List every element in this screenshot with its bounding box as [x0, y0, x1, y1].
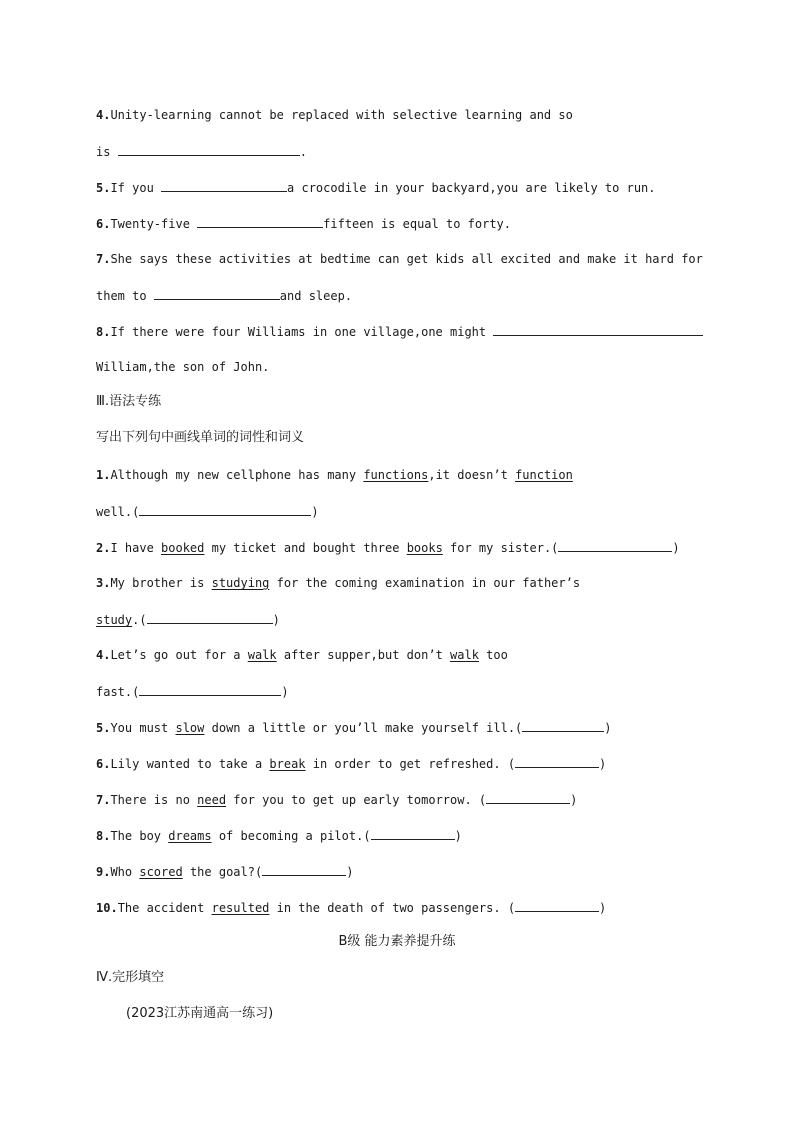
question-4-line-1	[96, 107, 573, 123]
underlined-word: scored	[139, 865, 183, 879]
underlined-word: break	[269, 757, 306, 771]
section-3-instruction: 写出下列句中画线单词的词性和词义	[96, 430, 305, 445]
answer-blank[interactable]	[515, 755, 599, 768]
question-text: and sleep.	[279, 289, 353, 303]
question-8-line-2: William,the son of John.	[96, 360, 270, 374]
question-text: my ticket and bought three	[204, 541, 407, 555]
question-number: 1.	[96, 468, 111, 482]
question-text: in the death of two passengers. (	[269, 901, 516, 915]
question-number: 6.	[96, 757, 111, 771]
question-text: )	[672, 541, 680, 555]
question-text: )	[281, 685, 289, 699]
underlined-word: study	[96, 613, 133, 627]
question-text: )	[599, 757, 607, 771]
question-text: fast.(	[96, 685, 140, 699]
question-number: 5.	[96, 181, 111, 195]
grammar-1-line-2	[96, 503, 319, 520]
question-text: If you	[110, 181, 162, 195]
question-text: for my sister.(	[442, 541, 559, 555]
question-text: down a little or you’ll make yourself ill.(	[204, 721, 523, 735]
question-text: The accident	[117, 901, 212, 915]
question-text: Twenty-five	[110, 217, 198, 231]
question-text: )	[311, 505, 319, 519]
answer-blank[interactable]	[493, 323, 703, 336]
question-text: )	[346, 865, 354, 879]
section-4-title: Ⅳ.完形填空	[96, 970, 165, 985]
answer-blank[interactable]	[515, 899, 599, 912]
question-text: )	[570, 793, 578, 807]
question-number: 4.	[96, 108, 111, 122]
question-text: in order to get refreshed. (	[305, 757, 516, 771]
answer-blank[interactable]	[522, 719, 604, 732]
question-text: after supper,but don’t	[276, 648, 451, 662]
question-number: 5.	[96, 721, 111, 735]
answer-blank[interactable]	[139, 683, 281, 696]
question-number: 7.	[96, 793, 111, 807]
question-text: My brother is	[110, 576, 212, 590]
question-text: .(	[132, 613, 147, 627]
question-5	[96, 179, 656, 196]
answer-blank[interactable]	[161, 179, 287, 192]
grammar-4-line-2	[96, 683, 289, 700]
question-text: Who	[110, 865, 140, 879]
grammar-6	[96, 755, 606, 772]
question-text: Lily wanted to take a	[110, 757, 270, 771]
question-number: 10.	[96, 901, 118, 915]
answer-blank[interactable]	[118, 143, 300, 156]
question-text: Although my new cellphone has many	[110, 468, 364, 482]
grammar-9	[96, 863, 353, 880]
grammar-4-line-1	[96, 647, 508, 663]
answer-blank[interactable]	[558, 539, 672, 552]
underlined-word: walk	[247, 648, 277, 662]
answer-blank[interactable]	[486, 791, 570, 804]
question-6	[96, 215, 511, 232]
answer-blank[interactable]	[139, 503, 311, 516]
answer-blank[interactable]	[147, 611, 273, 624]
question-text: )	[599, 901, 607, 915]
question-7-line-2	[96, 287, 352, 304]
question-text: )	[454, 829, 462, 843]
section-3-title: Ⅲ.语法专练	[96, 394, 162, 409]
answer-blank[interactable]	[262, 863, 346, 876]
question-number: 4.	[96, 648, 111, 662]
question-text: fifteen is equal to forty.	[323, 217, 511, 231]
question-text: well.(	[96, 505, 140, 519]
underlined-word: function	[515, 468, 573, 482]
underlined-word: slow	[175, 721, 205, 735]
answer-blank[interactable]	[197, 215, 323, 228]
question-text: is	[96, 145, 118, 159]
question-text: a crocodile in your backyard,you are likely to run.	[287, 181, 656, 195]
underlined-word: need	[197, 793, 227, 807]
underlined-word: dreams	[168, 829, 212, 843]
answer-blank[interactable]	[154, 287, 280, 300]
question-4-line-2	[96, 143, 307, 160]
grammar-5	[96, 719, 612, 736]
question-number: 8.	[96, 325, 111, 339]
question-text: There is no	[110, 793, 198, 807]
question-text: too	[478, 648, 508, 662]
grammar-1-line-1	[96, 467, 573, 483]
question-7-line-1	[96, 251, 703, 267]
question-number: 7.	[96, 252, 111, 266]
question-text: If there were four Williams in one village,one might	[110, 325, 494, 339]
question-number: 3.	[96, 576, 111, 590]
question-text: for the coming examination in our father’s	[269, 576, 581, 590]
grammar-2	[96, 539, 680, 556]
underlined-word: resulted	[211, 901, 270, 915]
grammar-7	[96, 791, 577, 808]
question-number: 9.	[96, 865, 111, 879]
underlined-word: booked	[161, 541, 205, 555]
grammar-8	[96, 827, 462, 844]
question-number: 8.	[96, 829, 111, 843]
question-text: them to	[96, 289, 154, 303]
question-number: 6.	[96, 217, 111, 231]
question-text: ,it doesn’t	[428, 468, 516, 482]
grammar-3-line-1	[96, 575, 580, 591]
question-text: The boy	[110, 829, 169, 843]
question-text: the goal?(	[182, 865, 263, 879]
underlined-word: books	[406, 541, 443, 555]
underlined-word: functions	[363, 468, 429, 482]
underlined-word: walk	[450, 648, 479, 662]
section-4-source: (2023江苏南通高一练习)	[126, 1006, 274, 1021]
question-text: You must	[110, 721, 176, 735]
underlined-word: studying	[211, 576, 270, 590]
question-8-line-1	[96, 323, 703, 340]
question-text: Unity-learning cannot be replaced with selective learning and so	[110, 108, 573, 122]
grammar-3-line-2	[96, 611, 280, 628]
question-text: Let’s go out for a	[110, 648, 248, 662]
question-text: )	[272, 613, 280, 627]
grammar-10	[96, 899, 606, 916]
question-text: .	[299, 145, 307, 159]
level-b-heading: B级 能力素养提升练	[338, 934, 456, 949]
answer-blank[interactable]	[371, 827, 455, 840]
question-text: of becoming a pilot.(	[211, 829, 371, 843]
question-text: for you to get up early tomorrow. (	[226, 793, 487, 807]
question-number: 2.	[96, 541, 111, 555]
question-text: )	[604, 721, 612, 735]
question-text: I have	[110, 541, 162, 555]
question-text: She says these activities at bedtime can get kids all excited and make it hard for	[110, 252, 703, 266]
